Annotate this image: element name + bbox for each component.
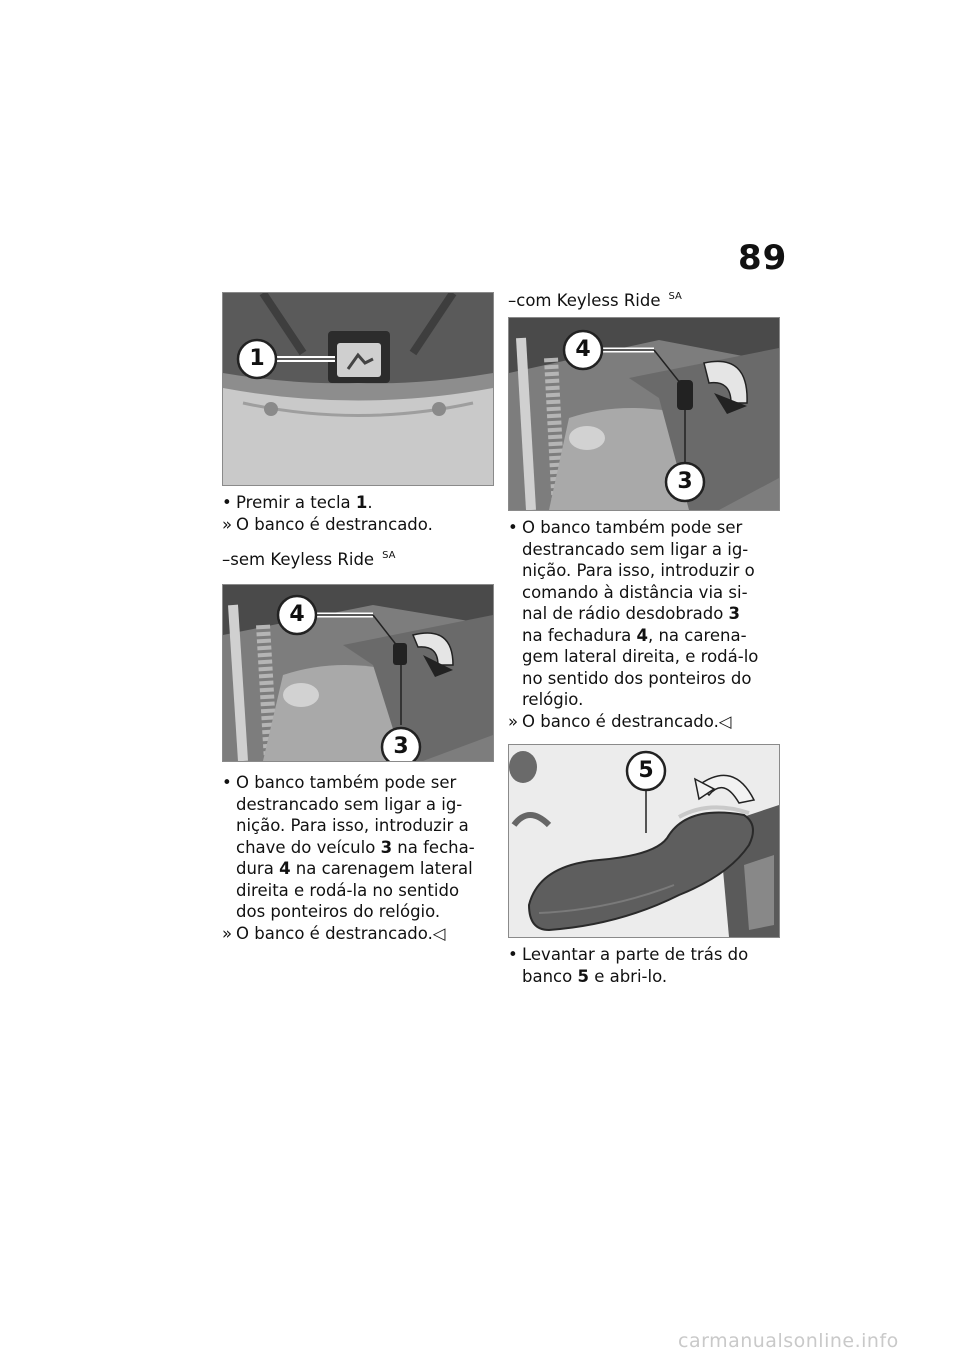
result-arrow-icon: »: [222, 923, 233, 943]
heading-without-keyless: –sem Keyless Ride $^{SA}$: [222, 550, 396, 569]
page-number: 89: [738, 238, 788, 278]
result-seat-unlocked: » O banco é destrancado.: [222, 514, 433, 534]
seat-button-illustration: [223, 293, 493, 485]
key-lock-illustration: [223, 585, 493, 761]
callout-3: 3: [677, 469, 693, 494]
bullet-icon: •: [222, 493, 232, 512]
callout-1: 1: [249, 346, 265, 371]
figure-key-lock: [222, 584, 494, 762]
step-press-button: • Premir a tecla 1.: [222, 493, 373, 512]
callout-3: 3: [393, 734, 409, 759]
result-arrow-icon: »: [508, 711, 519, 731]
watermark: carmanualsonline.info: [678, 1330, 899, 1352]
right-column: [508, 290, 780, 987]
left-column: [222, 292, 494, 944]
result-seat-unlocked-2: » O banco é destrancado.◁: [222, 923, 446, 943]
figure-seat-lift: [508, 744, 780, 938]
callout-4: 4: [575, 337, 591, 362]
step-unlock-with-key: • O banco também pode ser destrancado sem ligar a ig- nição. Para isso, introduzir a chave do veículo 3 na fecha- dura 4 na carenagem lateral direita e rodá-la no sentido dos ponteiros do relógio.: [222, 773, 475, 921]
step-lift-seat: • Levantar a parte de trás do banco 5 e abri-lo.: [508, 945, 749, 986]
figure-seat-button: [222, 292, 494, 486]
figure-remote-lock: [508, 317, 780, 511]
result-seat-unlocked-3: » O banco é destrancado.◁: [508, 711, 732, 731]
result-arrow-icon: »: [222, 514, 233, 534]
heading-with-keyless: –com Keyless Ride $^{SA}$: [508, 291, 682, 310]
step-unlock-with-remote: • O banco também pode ser destrancado sem ligar a ig- nição. Para isso, introduzir o comando à distância via si- nal de rádio desdobrado 3 na fechadura 4, na carena- gem lateral direita, e rodá-lo no sentido dos ponteiros do relógio.: [508, 518, 759, 709]
remote-lock-illustration: [509, 318, 779, 510]
bullet-icon: •: [222, 773, 232, 792]
callout-5: 5: [638, 758, 654, 783]
bullet-icon: •: [508, 518, 518, 537]
bullet-icon: •: [508, 945, 518, 964]
callout-4: 4: [289, 602, 305, 627]
